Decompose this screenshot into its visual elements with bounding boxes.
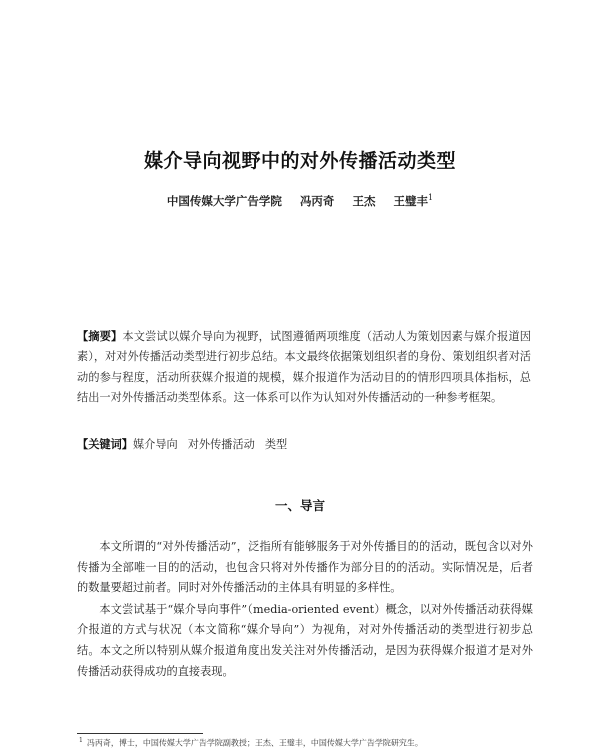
author-line xyxy=(0,193,600,209)
paragraph: 本文尝试基于“媒介导向事件”（media-oriented event）概念，以对外传播活动获得媒介报道的方式与状况（本文简称“媒介导向”）为视角，对对外传播活动的类型进行初步总结。本文之所以特别从媒介报道角度出发关注对外传播活动，是因为获得媒介报道才是对外传播活动获得成功的直接表现。 xyxy=(77,602,533,678)
keywords xyxy=(77,434,531,455)
keyword: 类型 xyxy=(264,438,288,451)
body-text xyxy=(77,537,533,683)
abstract-label: 【摘要】 xyxy=(77,329,123,343)
keyword: 媒介导向 xyxy=(132,438,178,451)
author-name-text: 王璧丰 xyxy=(393,194,428,208)
keywords-label: 【关键词】 xyxy=(77,437,133,451)
abstract xyxy=(77,326,531,409)
footnote-marker: 1 xyxy=(427,193,434,203)
footnote xyxy=(79,737,539,749)
paragraph: 本文所谓的“对外传播活动”，泛指所有能够服务于对外传播目的的活动，既包含以对外传播为全部唯一目的的活动，也包含只将对外传播作为部分目的的活动。实际情况是，后者的数量要超过前者。同时对外传播活动的主体具有明显的多样性。 xyxy=(77,540,533,595)
paper-title: 媒介导向视野中的对外传播活动类型 xyxy=(143,150,456,172)
footnote-text: 冯丙奇，博士，中国传媒大学广告学院副教授；王杰、王璧丰，中国传媒大学广告学院研究生。 xyxy=(86,738,423,748)
footnote-divider xyxy=(77,733,203,734)
footnote-number: 1 xyxy=(79,737,83,744)
section-heading: 一、导言 xyxy=(274,498,325,513)
author-name: 冯丙奇 xyxy=(299,194,335,208)
author-name xyxy=(393,194,433,208)
author-name: 王杰 xyxy=(352,194,376,208)
author-affiliation: 中国传媒大学广告学院 xyxy=(166,194,282,208)
abstract-text: 本文尝试以媒介导向为视野，试图遵循两项维度（活动人为策划因素与媒介报道因素），对对外传播活动类型进行初步总结。本文最终依据策划组织者的身份、策划组织者对活动的参与程度，活动所获媒介报道的规模，媒介报道作为活动目的的情形四项具体指标，总结出一对外传播活动类型体系。这一体系可以作为认知对外传播活动的一种参考框架。 xyxy=(77,330,531,405)
keyword: 对外传播活动 xyxy=(187,438,255,451)
